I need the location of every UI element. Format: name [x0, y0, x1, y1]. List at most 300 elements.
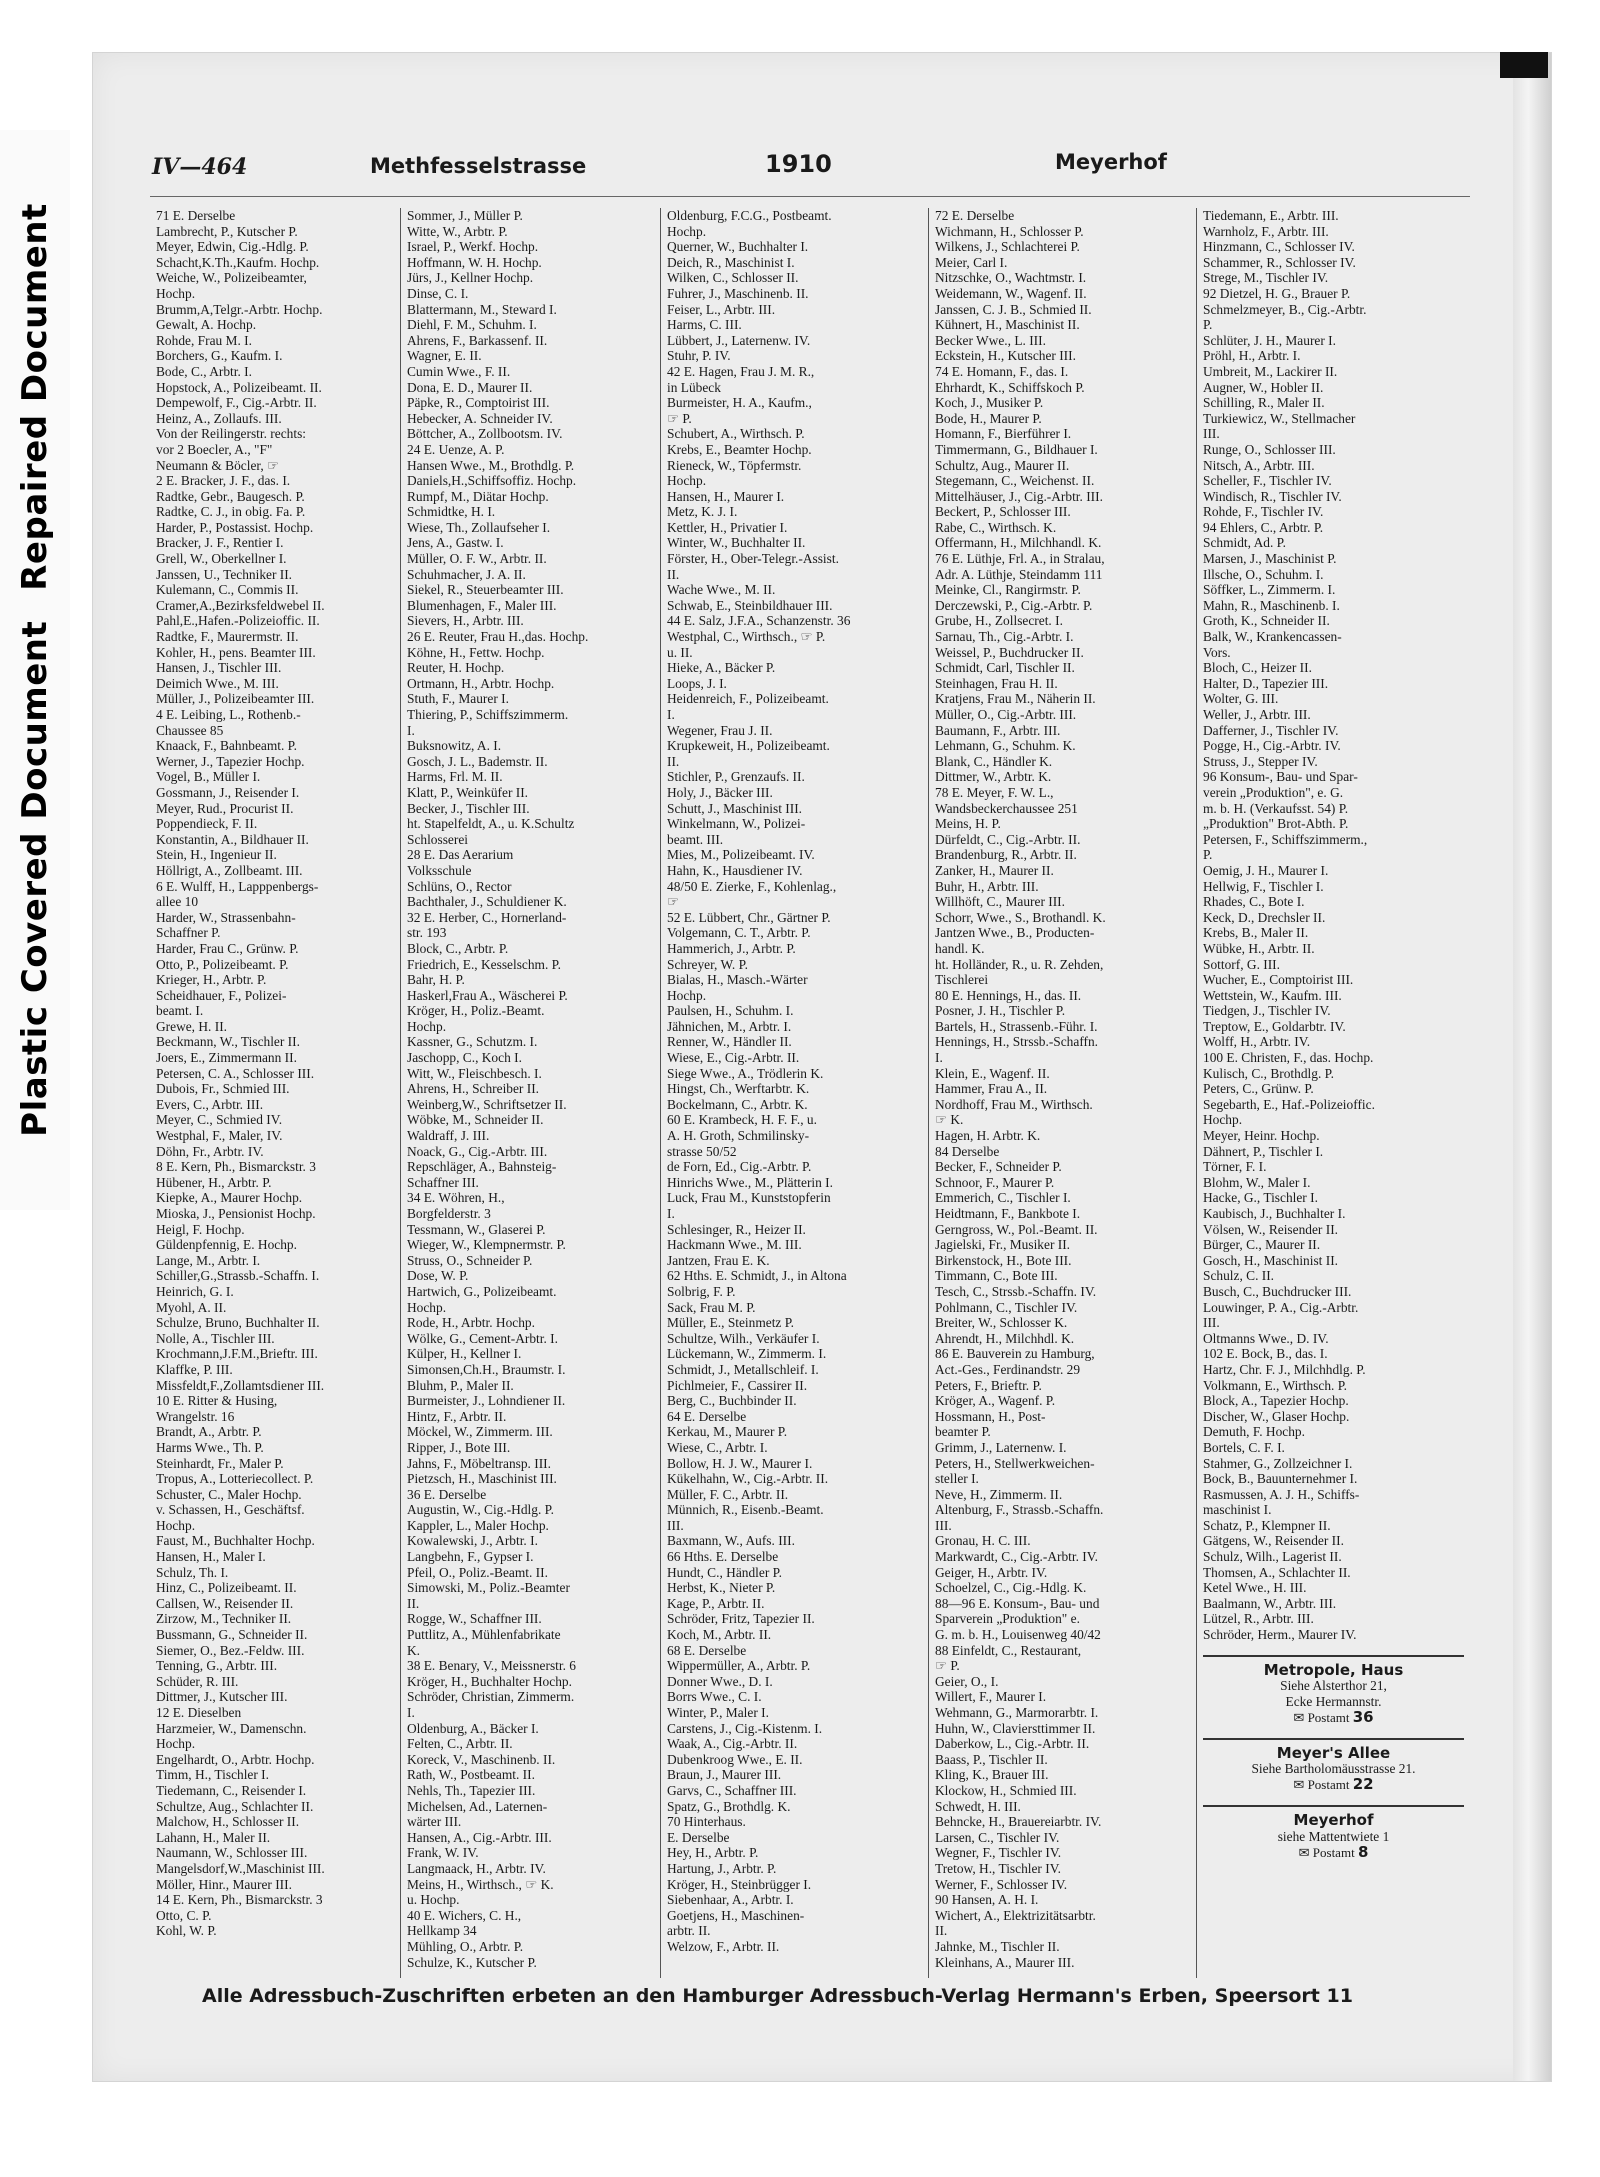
directory-entry: Kröger, H., Buchhalter Hochp. [407, 1673, 572, 1689]
directory-entry: Von der Reilingerstr. rechts: [156, 426, 306, 442]
directory-entry: I. [667, 707, 675, 722]
directory-entry: Volgemann, C. T., Arbtr. P. [667, 925, 811, 941]
directory-entry: Schröder, Herm., Maurer IV. [1203, 1627, 1357, 1643]
directory-entry: Radtke, C. J., in obig. Fa. P. [156, 504, 306, 520]
directory-entry: Pfeil, O., Poliz.-Beamt. II. [407, 1564, 548, 1580]
directory-entry: Wichmann, H., Schlosser P. [935, 223, 1084, 239]
directory-entry: Harms, Frl. M. II. [407, 769, 503, 785]
directory-entry: Ahrendt, H., Milchhdl. K. [935, 1330, 1075, 1346]
box-title: Meyer's Allee [1276, 1743, 1391, 1762]
directory-entry: Tiedemann, C., Reisender I. [156, 1782, 307, 1798]
directory-entry: Hartung, J., Arbtr. P. [667, 1860, 777, 1876]
directory-entry: Hellkamp 34 [407, 1923, 477, 1939]
directory-page [150, 140, 1470, 2007]
directory-entry: Emmerich, C., Tischler I. [935, 1190, 1071, 1206]
directory-entry: Schlosserei [407, 831, 468, 847]
directory-entry: Dürfeldt, C., Cig.-Arbtr. II. [935, 831, 1081, 847]
directory-entry: Rabe, C., Wirthsch. K. [935, 519, 1057, 535]
directory-entry: 12 E. Dieselben [156, 1705, 242, 1720]
directory-entry: Hochp. [667, 987, 707, 1003]
directory-entry: „Produktion" Brot-Abth. P. [1203, 816, 1349, 832]
directory-entry: Offermann, H., Milchhandl. K. [935, 535, 1102, 551]
directory-entry: Stuhr, P. IV. [667, 348, 731, 364]
directory-entry: 14 E. Kern, Ph., Bismarckstr. 3 [156, 1892, 323, 1908]
directory-entry: Bluhm, P., Maler II. [407, 1377, 514, 1393]
page-edge [1513, 53, 1551, 2081]
cross-reference-box [1203, 1805, 1464, 1860]
directory-entry: Bachthaler, J., Schuldiener K. [407, 894, 567, 910]
directory-entry: Hochp. [667, 473, 707, 489]
directory-entry: Klatt, P., Weinküfer II. [407, 784, 529, 800]
directory-entry: Grell, W., Oberkellner I. [156, 551, 287, 567]
directory-entry: Jaschopp, C., Koch I. [407, 1050, 522, 1066]
directory-entry: Callsen, W., Reisender II. [156, 1595, 294, 1611]
directory-entry: Gossmann, J., Reisender I. [156, 784, 300, 800]
directory-entry: Ketel Wwe., H. III. [1203, 1580, 1307, 1596]
directory-entry: Schiller,G.,Strassb.-Schaffn. I. [156, 1268, 320, 1284]
directory-entry: Myohl, A. II. [156, 1299, 227, 1315]
directory-entry: Jantzen, Frau E. K. [667, 1252, 770, 1268]
directory-entry: Kohl, W. P. [156, 1923, 217, 1939]
directory-entry: Radtke, Gebr., Baugesch. P. [156, 488, 305, 504]
directory-entry: Wölke, G., Cement-Arbtr. I. [407, 1330, 558, 1346]
directory-entry: Meins, H. P. [935, 816, 1001, 832]
directory-entry: Kratjens, Frau M., Näherin II. [935, 691, 1096, 707]
directory-entry: Kröger, A., Wagenf. P. [935, 1393, 1056, 1409]
directory-entry: Daniels,H.,Schiffsoffiz. Hochp. [407, 473, 577, 489]
directory-entry: 10 E. Ritter & Husing, [156, 1393, 278, 1409]
directory-entry: 40 E. Wichers, C. H., [407, 1907, 522, 1923]
directory-entry: Wiese, E., Cig.-Arbtr. II. [667, 1050, 800, 1066]
directory-entry: 64 E. Derselbe [667, 1408, 747, 1424]
directory-entry: Oldenburg, A., Bäcker I. [407, 1720, 539, 1736]
directory-entry: Schulz, Wilh., Lagerist II. [1203, 1549, 1342, 1565]
directory-entry: Külper, H., Kellner I. [407, 1346, 522, 1362]
directory-entry: ☞ P. [935, 1658, 960, 1674]
directory-entry: Kaubisch, J., Buchhalter I. [1203, 1206, 1346, 1221]
directory-entry: 84 Derselbe [935, 1143, 1000, 1159]
postamt-label: Postamt [1312, 1844, 1358, 1860]
directory-entry: Michelsen, Ad., Laternen- [407, 1798, 548, 1814]
directory-entry: Geiger, H., Arbtr. IV. [935, 1564, 1048, 1580]
directory-entry: Lückemann, W., Zimmerm. I. [667, 1346, 827, 1362]
directory-entry: Stein, H., Ingenieur II. [156, 847, 277, 863]
directory-entry: Burmeister, H. A., Kaufm., [667, 395, 812, 411]
directory-entry: 4 E. Leibing, L., Rothenb.- [156, 707, 301, 722]
directory-entry: Bockelmann, C., Arbtr. K. [667, 1096, 808, 1112]
directory-entry: Engelhardt, O., Arbtr. Hochp. [156, 1751, 315, 1767]
directory-entry: Langmaack, H., Arbtr. IV. [407, 1860, 546, 1876]
cross-reference-box [1203, 1655, 1464, 1726]
directory-entry: I. [935, 1050, 943, 1066]
directory-entry: Nordhoff, Frau M., Wirthsch. [935, 1096, 1093, 1112]
directory-entry: Schutt, J., Maschinist III. [667, 800, 803, 816]
directory-entry: beamt. I. [156, 1003, 204, 1019]
box-title: Metropole, Haus [1263, 1660, 1404, 1679]
directory-entry: 2 E. Bracker, J. F., das. I. [156, 473, 291, 489]
directory-entry: Simowski, M., Poliz.-Beamter [407, 1580, 570, 1596]
directory-entry: Scheller, F., Tischler IV. [1203, 473, 1332, 489]
directory-entry: ht. Stapelfeldt, A., u. K.Schultz [407, 816, 575, 832]
directory-entry: Hochp. [156, 285, 196, 301]
directory-entry: Harder, P., Postassist. Hochp. [156, 519, 314, 535]
directory-entry: Meyer, C., Schmied IV. [156, 1112, 283, 1128]
postamt-line [1203, 1777, 1464, 1793]
directory-entry: Hammer, Frau A., II. [935, 1081, 1048, 1097]
directory-entry: Zanker, H., Maurer II. [935, 862, 1054, 878]
directory-entry: Vors. [1203, 644, 1231, 660]
directory-entry: Schubert, A., Wirthsch. P. [667, 426, 805, 442]
directory-entry: Müller, F. C., Arbtr. II. [667, 1486, 789, 1502]
directory-entry: Schlesinger, R., Heizer II. [667, 1221, 806, 1237]
directory-entry: Weidemann, W., Wagenf. II. [935, 285, 1087, 301]
directory-entry: Hacke, G., Tischler I. [1203, 1190, 1318, 1206]
directory-entry: 26 E. Reuter, Frau H.,das. Hochp. [407, 629, 589, 645]
directory-entry: 86 E. Bauverein zu Hamburg, [935, 1346, 1095, 1362]
directory-entry: Gewalt, A. Hochp. [156, 317, 257, 333]
directory-entry: Stegemann, C., Weichenst. II. [935, 473, 1095, 489]
directory-entry: Schaffner P. [156, 925, 221, 941]
directory-entry: Chaussee 85 [156, 722, 224, 738]
directory-entry: Querner, W., Buchhalter I. [667, 239, 809, 255]
directory-entry: Törner, F. I. [1203, 1159, 1267, 1175]
directory-entry: Koch, J., Musiker P. [935, 395, 1044, 411]
side-label-left: Plastic Covered Document [15, 620, 55, 1137]
directory-entry: Marsen, J., Maschinist P. [1203, 551, 1337, 567]
directory-entry: Wegner, F., Tischler IV. [935, 1845, 1062, 1861]
directory-entry: Witte, W., Arbtr. P. [407, 223, 508, 239]
directory-entry: Geier, O., I. [935, 1673, 999, 1689]
directory-entry: Pohlmann, C., Tischler IV. [935, 1299, 1078, 1315]
directory-entry: Brumm,A,Telgr.-Arbtr. Hochp. [156, 301, 323, 317]
directory-entry: 100 E. Christen, F., das. Hochp. [1203, 1050, 1374, 1066]
directory-entry: Baalmann, W., Arbtr. III. [1203, 1595, 1337, 1611]
directory-entry: Rogge, W., Schaffner III. [407, 1611, 542, 1627]
directory-entry: Augustin, W., Cig.-Hdlg. P. [407, 1502, 554, 1518]
directory-entry: Pröhl, H., Arbtr. I. [1203, 348, 1301, 364]
directory-entry: Baxmann, W., Aufs. III. [667, 1533, 795, 1549]
directory-entry: Bahr, H. P. [407, 972, 465, 988]
directory-entry: Weissel, P., Buchdrucker II. [935, 644, 1084, 660]
directory-entry: Kerkau, M., Maurer P. [667, 1424, 788, 1440]
directory-entry: Hahn, K., Hausdiener IV. [667, 862, 803, 878]
directory-entry: Janssen, C. J. B., Schmied II. [935, 301, 1092, 317]
directory-entry: Oemig, J. H., Maurer I. [1203, 862, 1329, 878]
directory-entry: Puttlitz, A., Mühlenfabrikate [407, 1627, 561, 1643]
directory-entry: Wehmann, G., Marmorarbtr. I. [935, 1705, 1099, 1720]
directory-entry: Warnholz, F., Arbtr. III. [1203, 223, 1329, 239]
directory-entry: Busch, C., Buchdrucker III. [1203, 1283, 1352, 1299]
directory-entry: Holy, J., Bäcker III. [667, 784, 773, 800]
directory-entry: Otto, C. P. [156, 1907, 212, 1923]
directory-entry: Tiedemann, E., Arbtr. III. [1203, 208, 1339, 223]
directory-entry: Heinz, A., Zollaufs. III. [156, 410, 282, 426]
directory-entry: Tesch, C., Strssb.-Schaffn. IV. [935, 1283, 1097, 1299]
directory-entry: Möckel, W., Zimmerm. III. [407, 1424, 553, 1440]
directory-entry: 88 Einfeldt, C., Restaurant, [935, 1642, 1082, 1658]
directory-entry: Hinz, C., Polizeibeamt. II. [156, 1580, 297, 1596]
directory-entry: Homann, F., Bierführer I. [935, 426, 1072, 442]
directory-entry: Ahrens, F., Barkassenf. II. [407, 332, 548, 348]
directory-entry: Israel, P., Werkf. Hochp. [407, 239, 539, 255]
directory-entry: Gerngross, W., Pol.-Beamt. II. [935, 1221, 1098, 1237]
year-heading: 1910 [765, 150, 832, 178]
directory-entry: 88—96 E. Konsum-, Bau- und [935, 1595, 1100, 1611]
directory-entry: K. [407, 1642, 421, 1658]
directory-entry: Schultze, Aug., Schlachter II. [156, 1798, 314, 1814]
directory-entry: Mies, M., Polizeibeamt. IV. [667, 847, 815, 863]
directory-entry: Gosch, J. L., Bademstr. II. [407, 753, 548, 769]
directory-entry: Wucher, E., Comptoirist III. [1203, 972, 1354, 988]
directory-entry: Höllrigt, A., Zollbeamt. III. [156, 862, 303, 878]
directory-entry: Sievers, H., Arbtr. III. [407, 613, 524, 629]
directory-entry: Dafferner, J., Tischler IV. [1203, 722, 1339, 738]
directory-entry: Kleinhans, A., Maurer III. [935, 1954, 1075, 1970]
header-rule [150, 196, 1470, 197]
directory-entry: Groth, K., Schneider II. [1203, 613, 1330, 629]
directory-entry: Münnich, R., Eisenb.-Beamt. [667, 1502, 824, 1518]
directory-entry: Völsen, W., Reisender II. [1203, 1221, 1338, 1237]
directory-entry: Bode, H., Maurer P. [935, 410, 1042, 426]
directory-entry: Friedrich, E., Kesselschm. P. [407, 956, 561, 972]
directory-entry: Brandenburg, R., Arbtr. II. [935, 847, 1077, 863]
directory-entry: Mühling, O., Arbtr. P. [407, 1938, 524, 1954]
directory-entry: Tiedgen, J., Tischler IV. [1203, 1003, 1331, 1019]
directory-entry: 6 E. Wulff, H., Lapppenbergs- [156, 878, 319, 894]
directory-entry: Fuhrer, J., Maschinenb. II. [667, 285, 809, 301]
directory-entry: Müller, O., Cig.-Arbtr. III. [935, 707, 1077, 722]
directory-entry: 32 E. Herber, C., Hornerland- [407, 909, 567, 925]
directory-entry: str. 193 [407, 925, 447, 941]
cross-reference-box [1203, 1738, 1464, 1793]
directory-entry: Thiering, P., Schiffszimmerm. [407, 707, 569, 722]
directory-entry: Rohde, F., Tischler IV. [1203, 504, 1324, 520]
directory-entry: Sottorf, G. III. [1203, 956, 1280, 972]
directory-entry: 52 E. Lübbert, Chr., Gärtner P. [667, 909, 831, 925]
directory-entry: Pichlmeier, F., Cassirer II. [667, 1377, 808, 1393]
directory-entry: Möller, Hinr., Maurer III. [156, 1876, 292, 1892]
directory-entry: Lehmann, G., Schuhm. K. [935, 738, 1076, 754]
directory-entry: Sparverein „Produktion" e. [935, 1611, 1080, 1627]
binding-tab [1500, 52, 1548, 78]
directory-entry: Halter, D., Tapezier III. [1203, 675, 1329, 691]
directory-entry: 8 E. Kern, Ph., Bismarckstr. 3 [156, 1159, 316, 1175]
directory-entry: Simonsen,Ch.H., Braumstr. I. [407, 1361, 566, 1377]
directory-entry: Klaffke, P. III. [156, 1361, 233, 1377]
directory-entry: Schmidt, Ad. P. [1203, 535, 1286, 551]
directory-entry: Müller, E., Steinmetz P. [667, 1315, 795, 1331]
directory-entry: Krupkeweit, H., Polizeibeamt. [667, 738, 830, 754]
directory-entry: Bollow, H. J. W., Maurer I. [667, 1455, 813, 1471]
directory-entry: II. [667, 753, 680, 769]
directory-entry: I. [407, 722, 415, 738]
directory-entry: I. [407, 1705, 415, 1720]
directory-entry: ☞ [667, 894, 680, 910]
directory-entry: Derczewski, P., Cig.-Arbtr. P. [935, 597, 1093, 613]
directory-entry: Winter, W., Buchhalter II. [667, 535, 806, 551]
directory-entry: Hochp. [156, 1736, 196, 1752]
directory-entry: Hieke, A., Bäcker P. [667, 660, 776, 676]
directory-entry: Meier, Carl I. [935, 254, 1008, 270]
directory-entry: Hartz, Chr. F. J., Milchhdlg. P. [1203, 1361, 1366, 1377]
directory-entry: Hossmann, H., Post- [935, 1408, 1046, 1424]
directory-entry: Bode, C., Arbtr. I. [156, 363, 252, 379]
directory-entry: 68 E. Derselbe [667, 1642, 747, 1658]
directory-entry: Windisch, R., Tischler IV. [1203, 488, 1342, 504]
directory-entry: Nolle, A., Tischler III. [156, 1330, 275, 1346]
directory-entry: Schwedt, H. III. [935, 1798, 1021, 1814]
directory-entry: Strege, M., Tischler IV. [1203, 270, 1329, 286]
directory-entry: Frank, W. IV. [407, 1845, 479, 1861]
directory-entry: Konstantin, A., Bildhauer II. [156, 831, 309, 847]
directory-entry: Nitsch, A., Arbtr. III. [1203, 457, 1315, 473]
directory-entry: I. [667, 1206, 675, 1221]
directory-entry: 78 E. Meyer, F. W. L., [935, 784, 1054, 800]
box-title: Meyerhof [1293, 1811, 1374, 1829]
directory-entry: Jantzen Wwe., B., Producten- [935, 925, 1095, 941]
directory-entry: Müller, J., Polizeibeamter III. [156, 691, 315, 707]
directory-entry: Harzmeier, W., Damenschn. [156, 1720, 307, 1736]
directory-entry: Hansen Wwe., M., Brothdlg. P. [407, 457, 575, 473]
directory-entry: Poppendieck, F. II. [156, 816, 258, 832]
directory-entry: Krebs, B., Maler II. [1203, 925, 1309, 941]
directory-entry: Repschläger, A., Bahnsteig- [407, 1159, 557, 1175]
directory-entry: Tischlerei [935, 972, 989, 988]
directory-entry: Pogge, H., Cig.-Arbtr. IV. [1203, 738, 1341, 754]
directory-entry: Struss, O., Schneider P. [407, 1252, 533, 1268]
directory-entry: Knaack, F., Bahnbeamt. P. [156, 738, 297, 754]
directory-entry: Baumann, F., Arbtr. III. [935, 722, 1061, 738]
directory-entry: Burmeister, J., Lohndiener II. [407, 1393, 566, 1409]
directory-entry: Posner, J. H., Tischler P. [935, 1003, 1066, 1019]
directory-entry: Meins, H., Wirthsch., ☞ K. [407, 1876, 554, 1892]
cross-reference-boxes [1203, 1655, 1464, 1861]
directory-entry: Naumann, W., Schlosser III. [156, 1845, 308, 1861]
directory-entry: Oldenburg, F.C.G., Postbeamt. [667, 208, 832, 223]
directory-entry: Jahns, F., Möbeltransp. III. [407, 1455, 551, 1471]
directory-entry: P. [1203, 847, 1213, 863]
directory-entry: Stahmer, G., Zollzeichner I. [1203, 1455, 1353, 1471]
directory-entry: in Lübeck [667, 379, 721, 395]
column-4 [928, 208, 1196, 1978]
directory-entry: Beckert, P., Schlosser III. [935, 504, 1071, 520]
directory-entry: 74 E. Homann, F., das. I. [935, 363, 1069, 379]
directory-entry: Hackmann Wwe., M. III. [667, 1237, 802, 1253]
directory-entry: u. Hochp. [407, 1892, 460, 1908]
directory-entry: Ahrens, H., Schreiber II. [407, 1081, 540, 1097]
directory-entry: Koch, M., Arbtr. II. [667, 1627, 772, 1643]
directory-entry: de Forn, Ed., Cig.-Arbtr. P. [667, 1159, 812, 1175]
directory-entry: Dittmer, J., Kutscher III. [156, 1689, 288, 1705]
directory-entry: ht. Holländer, R., u. R. Zehden, [935, 956, 1104, 972]
directory-entry: handl. K. [935, 940, 985, 956]
directory-entry: Loops, J. I. [667, 675, 727, 691]
directory-entry: Neve, H., Zimmerm. II. [935, 1486, 1063, 1502]
directory-entry: Mahn, R., Maschinenb. I. [1203, 597, 1340, 613]
directory-entry: 34 E. Wöhren, H., [407, 1190, 505, 1206]
envelope-icon: ✉ [1293, 1710, 1308, 1726]
directory-entry: Siekel, R., Steuerbeamter III. [407, 582, 564, 598]
directory-entry: 24 E. Uenze, A. P. [407, 441, 505, 457]
directory-entry: Petersen, F., Schiffszimmerm., [1203, 831, 1368, 847]
directory-entry: Krebs, E., Beamter Hochp. [667, 441, 812, 457]
directory-entry: Kling, K., Brauer III. [935, 1767, 1049, 1783]
column-2 [400, 208, 660, 1978]
directory-entry: Hansen, J., Tischler III. [156, 660, 282, 676]
directory-entry: strasse 50/52 [667, 1143, 737, 1159]
directory-entry: Dähnert, P., Tischler I. [1203, 1143, 1324, 1159]
directory-entry: Pietzsch, H., Maschinist III. [407, 1471, 557, 1487]
directory-entry: Demuth, F. Hochp. [1203, 1424, 1305, 1440]
directory-entry: Langbehn, F., Gypser I. [407, 1549, 534, 1565]
postamt-label: Postamt [1307, 1777, 1353, 1793]
directory-entry: Spatz, G., Brothdlg. K. [667, 1798, 791, 1814]
directory-entry: 90 Hansen, A. H. I. [935, 1892, 1039, 1908]
postamt-number: 8 [1357, 1842, 1369, 1861]
directory-entry: Volksschule [407, 862, 472, 878]
directory-entry: arbtr. II. [667, 1923, 711, 1939]
directory-entry: wärter III. [407, 1814, 462, 1830]
directory-entry: Hochp. [407, 1018, 447, 1034]
directory-entry: 60 E. Krambeck, H. F. F., u. [667, 1112, 817, 1128]
directory-entry: 94 Ehlers, C., Arbtr. P. [1203, 519, 1324, 535]
directory-entry: Bussmann, G., Schneider II. [156, 1627, 308, 1643]
directory-entry: Becker, F., Schneider P. [935, 1159, 1062, 1175]
directory-entry: Schulze, Bruno, Buchhalter II. [156, 1315, 320, 1331]
column-5-entries [1203, 208, 1464, 1643]
directory-entry: Cumin Wwe., F. II. [407, 363, 511, 379]
column-5 [1196, 208, 1470, 1978]
directory-entry: Güldenpfennig, E. Hochp. [156, 1237, 297, 1253]
page-number: IV—464 [152, 154, 248, 180]
directory-entry: Schoelzel, C., Cig.-Hdlg. K. [935, 1580, 1087, 1596]
directory-entry: 42 E. Hagen, Frau J. M. R., [667, 363, 815, 379]
directory-entry: Faust, M., Buchhalter Hochp. [156, 1533, 315, 1549]
directory-entry: Markwardt, C., Cig.-Arbtr. IV. [935, 1549, 1099, 1565]
directory-entry: Hochp. [407, 1299, 447, 1315]
directory-entry: Becker Wwe., L. III. [935, 332, 1046, 348]
directory-entry: Jahnke, M., Tischler II. [935, 1938, 1060, 1954]
directory-entry: Kettler, H., Privatier I. [667, 519, 788, 535]
directory-entry: Schulze, K., Kutscher P. [407, 1954, 537, 1970]
directory-entry: Donner Wwe., D. I. [667, 1673, 773, 1689]
directory-entry: Schatz, P., Klempner II. [1203, 1517, 1331, 1533]
directory-entry: Goetjens, H., Maschinen- [667, 1907, 805, 1923]
directory-entry: Klein, E., Wagenf. II. [935, 1065, 1050, 1081]
directory-entry: Hansen, H., Maurer I. [667, 488, 785, 504]
directory-entry: Päpke, R., Comptoirist III. [407, 395, 550, 411]
directory-entry: Hübener, H., Arbtr. P. [156, 1174, 272, 1190]
directory-entry: Grimm, J., Laternenw. I. [935, 1439, 1067, 1455]
directory-entry: Hochp. [1203, 1112, 1243, 1128]
directory-entry: Breiter, W., Schlosser K. [935, 1315, 1068, 1331]
directory-entry: Willhöft, C., Maurer III. [935, 894, 1065, 910]
directory-entry: Segebarth, E., Haf.-Polizeioffic. [1203, 1096, 1375, 1112]
directory-entry: Feiser, L., Arbtr. III. [667, 301, 776, 317]
directory-entry: Buksnowitz, A. I. [407, 738, 502, 754]
directory-entry: Baass, P., Tischler II. [935, 1751, 1048, 1767]
directory-entry: Hochp. [667, 223, 707, 239]
directory-entry: Hellwig, F., Tischler I. [1203, 878, 1324, 894]
directory-entry: Steinhardt, Fr., Maler P. [156, 1455, 284, 1471]
directory-entry: Schröder, Christian, Zimmerm. [407, 1689, 575, 1705]
directory-entry: Felten, C., Arbtr. II. [407, 1736, 513, 1752]
directory-entry: Stichler, P., Grenzaufs. II. [667, 769, 805, 785]
directory-entry: Struss, J., Stepper IV. [1203, 753, 1318, 769]
directory-entry: Blumenhagen, F., Maler III. [407, 597, 557, 613]
directory-entry: Discher, W., Glaser Hochp. [1203, 1408, 1350, 1424]
directory-entry: Hagen, H. Arbtr. K. [935, 1128, 1041, 1144]
